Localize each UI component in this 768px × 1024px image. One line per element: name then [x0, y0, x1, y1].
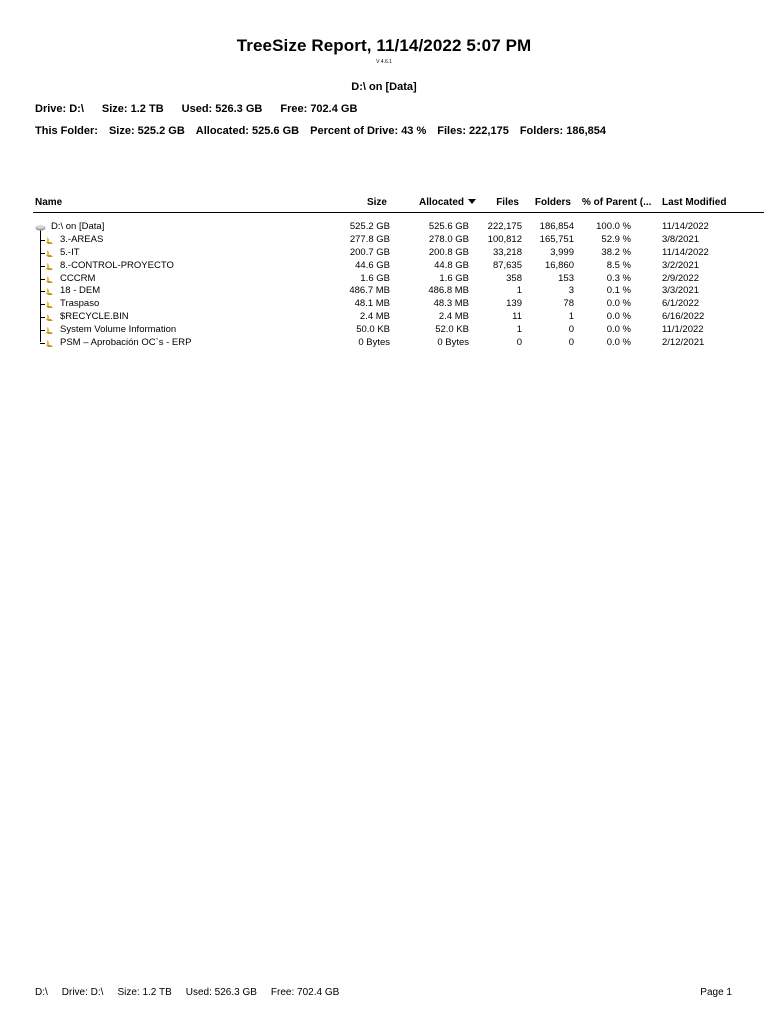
root-files: 222,175	[487, 221, 522, 232]
root-name: D:\ on [Data]	[51, 221, 105, 232]
folder-percent: 38.2 %	[601, 246, 631, 258]
folder-files: 1	[516, 285, 522, 297]
drive-icon	[35, 224, 46, 231]
column-header-folders[interactable]: Folders	[534, 197, 571, 208]
folder-allocated: 44.8 GB	[434, 259, 469, 271]
folder-folders: 3,999	[550, 246, 574, 258]
folder-modified: 2/9/2022	[662, 272, 699, 284]
folder-folders: 16,860	[544, 259, 574, 271]
root-size: 525.2 GB	[349, 221, 390, 232]
footer-size: Size: 1.2 TB	[117, 987, 172, 998]
folder-percent: Percent of Drive: 43 %	[310, 125, 427, 137]
folder-name: PSM – Aprobación OC`s - ERP	[60, 337, 192, 349]
folder-row[interactable]	[0, 234, 768, 247]
folder-folders: 78	[563, 298, 574, 310]
folder-icon	[45, 236, 54, 245]
report-title: TreeSize Report, 11/14/2022 5:07 PM	[236, 36, 532, 55]
folder-icon	[45, 313, 54, 322]
folder-modified: 11/14/2022	[662, 246, 709, 258]
version-label: V 4.6.1	[376, 59, 392, 65]
folder-percent: 0.3 %	[606, 272, 631, 284]
folder-modified: 6/1/2022	[662, 298, 699, 310]
folder-percent: 8.5 %	[606, 259, 631, 271]
column-header-percent[interactable]: % of Parent (...	[582, 197, 652, 208]
folder-name: 3.-AREAS	[60, 233, 104, 245]
folder-allocated: 52.0 KB	[435, 324, 469, 336]
folder-name: 8.-CONTROL-PROYECTO	[60, 259, 174, 271]
footer-used: Used: 526.3 GB	[185, 987, 257, 998]
folder-files: Files: 222,175	[437, 125, 509, 137]
folder-modified: 2/12/2021	[662, 337, 705, 349]
folder-row[interactable]	[0, 324, 768, 337]
footer-path: D:\	[35, 987, 48, 998]
folder-label: This Folder:	[35, 125, 98, 137]
folder-row[interactable]	[0, 337, 768, 350]
folder-files: 0	[516, 337, 522, 349]
folder-modified: 6/16/2022	[662, 311, 705, 323]
folder-folders: 3	[568, 285, 574, 297]
folder-icon	[45, 326, 54, 335]
drive-used: Used: 526.3 GB	[181, 103, 263, 115]
folder-modified: 3/8/2021	[662, 233, 699, 245]
folder-folders: 0	[568, 337, 574, 349]
folder-files: 1	[516, 324, 522, 336]
header-divider	[33, 212, 764, 213]
footer-drive: Drive: D:\	[61, 987, 104, 998]
folder-name: $RECYCLE.BIN	[60, 311, 129, 323]
folder-icon	[45, 300, 54, 309]
folder-allocated: 2.4 MB	[438, 311, 469, 323]
folder-row[interactable]	[0, 273, 768, 286]
folder-allocated: 486.8 MB	[428, 285, 469, 297]
folder-files: 139	[506, 298, 522, 310]
folder-row[interactable]	[0, 260, 768, 273]
folder-name: System Volume Information	[60, 324, 177, 336]
folder-allocated: 1.6 GB	[439, 272, 469, 284]
drive-size: Size: 1.2 TB	[101, 103, 164, 115]
folder-row[interactable]	[0, 311, 768, 324]
column-header-size[interactable]: Size	[366, 197, 387, 208]
folder-percent: 0.0 %	[606, 324, 631, 336]
page-footer	[35, 987, 353, 998]
root-modified: 11/14/2022	[662, 221, 709, 232]
folder-row[interactable]	[0, 298, 768, 311]
folder-allocated: 0 Bytes	[437, 337, 469, 349]
folder-percent: 0.1 %	[606, 285, 631, 297]
folder-size: Size: 525.2 GB	[108, 125, 185, 137]
folder-modified: 3/2/2021	[662, 259, 699, 271]
folder-row[interactable]	[0, 285, 768, 298]
folder-files: 11	[512, 311, 522, 323]
folder-percent: 0.0 %	[606, 298, 631, 310]
folder-size: 48.1 MB	[354, 298, 390, 310]
folder-files: 33,218	[492, 246, 522, 258]
root-row[interactable]	[0, 221, 768, 234]
folder-modified: 11/1/2022	[662, 324, 704, 336]
folder-summary	[35, 125, 617, 137]
folder-folders: 153	[558, 272, 574, 284]
folder-allocated: 278.0 GB	[428, 233, 469, 245]
folder-icon	[45, 262, 54, 271]
root-folders: 186,854	[539, 221, 574, 232]
folder-percent: 52.9 %	[601, 233, 631, 245]
column-header-name[interactable]: Name	[35, 197, 63, 208]
folder-size: 50.0 KB	[356, 324, 390, 336]
folder-allocated: 200.8 GB	[428, 246, 469, 258]
folder-folders: 0	[568, 324, 574, 336]
column-header-allocated[interactable]	[419, 197, 476, 208]
folder-size: 277.8 GB	[349, 233, 390, 245]
folder-percent: 0.0 %	[606, 337, 631, 349]
folder-row[interactable]	[0, 247, 768, 260]
folder-folders: 1	[568, 311, 574, 323]
report-subtitle: D:\ on [Data]	[351, 81, 417, 93]
folder-allocated: Allocated: 525.6 GB	[195, 125, 300, 137]
folder-files: 358	[506, 272, 522, 284]
folder-allocated: 48.3 MB	[433, 298, 469, 310]
folder-name: Traspaso	[60, 298, 100, 310]
folder-tree	[0, 221, 768, 350]
page-number: Page 1	[700, 987, 732, 998]
folder-name: 18 - DEM	[60, 285, 101, 297]
drive-label: Drive: D:\	[35, 103, 84, 115]
footer-free: Free: 702.4 GB	[270, 987, 340, 998]
drive-summary	[35, 103, 375, 115]
column-header-allocated-label: Allocated	[418, 197, 464, 208]
root-allocated: 525.6 GB	[428, 221, 469, 232]
column-header-modified[interactable]: Last Modified	[662, 197, 727, 208]
folder-size: 200.7 GB	[349, 246, 390, 258]
folder-size: 0 Bytes	[358, 337, 390, 349]
folder-size: 1.6 GB	[360, 272, 390, 284]
folder-size: 2.4 MB	[359, 311, 390, 323]
sort-descending-icon	[468, 199, 476, 204]
folder-icon	[45, 287, 54, 296]
folder-name: CCCRM	[60, 272, 96, 284]
folder-name: 5.-IT	[60, 246, 80, 258]
folder-files: 87,635	[492, 259, 522, 271]
folder-size: 486.7 MB	[349, 285, 390, 297]
folder-folders: 165,751	[539, 233, 574, 245]
column-header-files[interactable]: Files	[496, 197, 519, 208]
folder-modified: 3/3/2021	[662, 285, 699, 297]
folder-size: 44.6 GB	[355, 259, 390, 271]
drive-free: Free: 702.4 GB	[280, 103, 358, 115]
root-percent: 100.0 %	[596, 221, 631, 232]
folder-icon	[45, 339, 54, 348]
folder-icon	[45, 249, 54, 258]
folder-icon	[45, 275, 54, 284]
folder-folders: Folders: 186,854	[519, 125, 607, 137]
folder-files: 100,812	[487, 233, 522, 245]
folder-percent: 0.0 %	[606, 311, 631, 323]
